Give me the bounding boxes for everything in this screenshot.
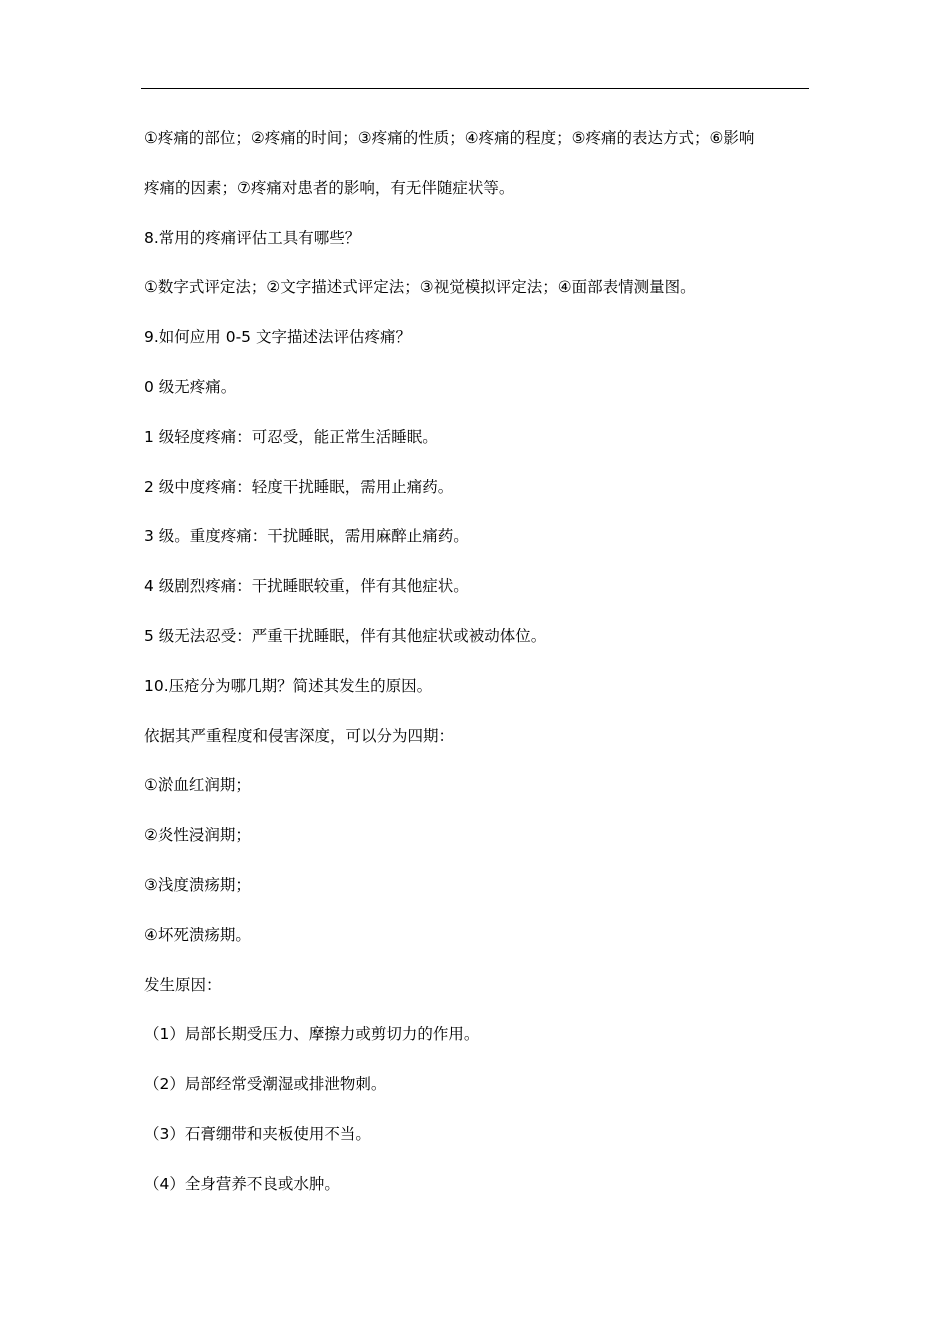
- stage-2: ②炎性浸润期；: [144, 826, 251, 845]
- pain-level-1: 1 级轻度疼痛：可忍受，能正常生活睡眠。: [144, 427, 438, 446]
- cause-1: （1）局部长期受压力、摩擦力或剪切力的作用。: [144, 1025, 480, 1044]
- pain-level-5: 5 级无法忍受：严重干扰睡眠，伴有其他症状或被动体位。: [144, 626, 547, 645]
- pain-assessment-content-line-2: 疼痛的因素；⑦疼痛对患者的影响，有无伴随症状等。: [144, 178, 515, 197]
- pain-level-2: 2 级中度疼痛：轻度干扰睡眠，需用止痛药。: [144, 477, 454, 496]
- pain-level-0: 0 级无疼痛。: [144, 377, 237, 396]
- pain-assessment-content-line-1: ①疼痛的部位；②疼痛的时间；③疼痛的性质；④疼痛的程度；⑤疼痛的表达方式；⑥影响: [144, 129, 755, 147]
- answer-8: ①数字式评定法；②文字描述式评定法；③视觉模拟评定法；④面部表情测量图。: [144, 278, 696, 297]
- pain-level-4: 4 级剧烈疼痛：干扰睡眠较重，伴有其他症状。: [144, 577, 469, 596]
- stage-4: ④坏死溃疡期。: [144, 925, 251, 944]
- stage-1: ①淤血红润期；: [144, 776, 251, 795]
- causes-heading: 发生原因：: [144, 975, 222, 994]
- question-9: 9.如何应用 0-5 文字描述法评估疼痛？: [144, 328, 411, 347]
- document-body: [144, 122, 824, 1218]
- pain-level-3: 3 级。重度疼痛：干扰睡眠，需用麻醉止痛药。: [144, 527, 469, 546]
- question-8: 8.常用的疼痛评估工具有哪些？: [144, 228, 361, 247]
- question-10: 10.压疮分为哪几期？简述其发生的原因。: [144, 676, 433, 695]
- pressure-ulcer-stages-intro: 依据其严重程度和侵害深度，可以分为四期：: [144, 726, 455, 745]
- cause-2: （2）局部经常受潮湿或排泄物刺。: [144, 1075, 387, 1094]
- cause-4: （4）全身营养不良或水肿。: [144, 1174, 340, 1193]
- header-rule: [141, 88, 809, 89]
- stage-3: ③浅度溃疡期；: [144, 875, 251, 894]
- cause-3: （3）石膏绷带和夹板使用不当。: [144, 1124, 371, 1143]
